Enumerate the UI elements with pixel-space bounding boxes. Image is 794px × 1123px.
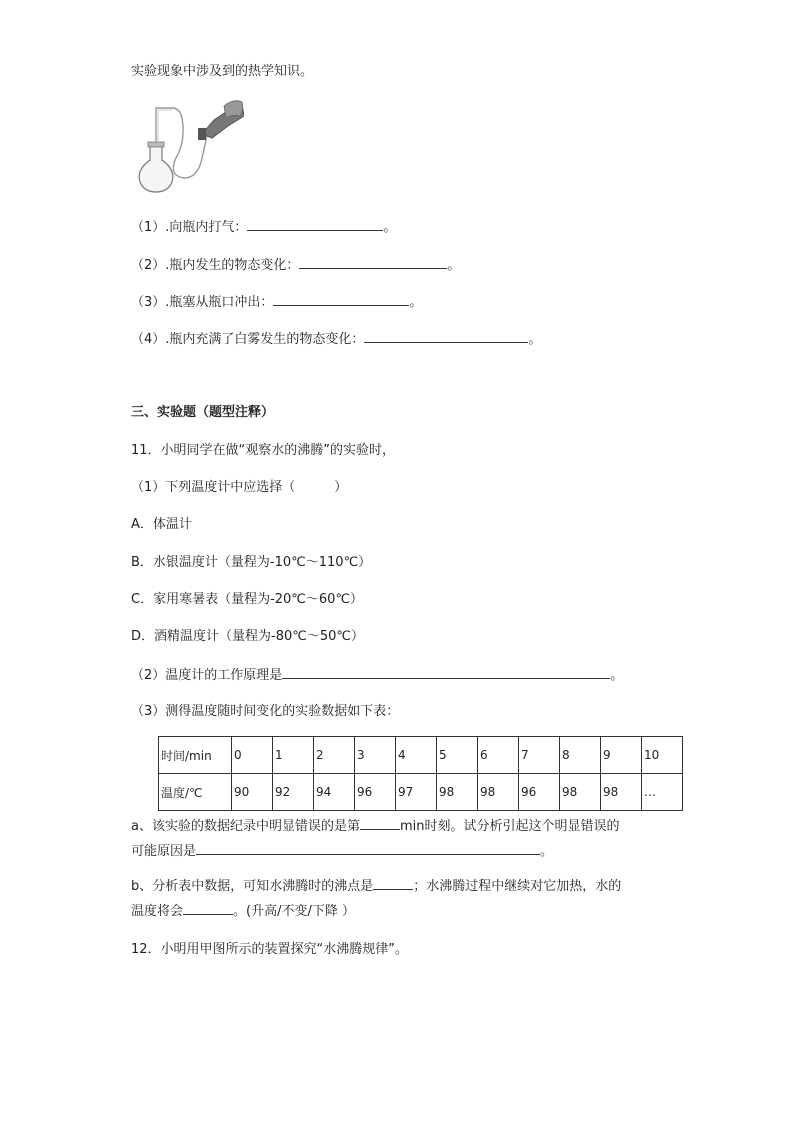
table-cell: … [642, 774, 683, 811]
q11-a-line2: 可能原因是 。 [131, 844, 554, 859]
table-row-time [159, 737, 683, 774]
answer-blank[interactable] [273, 293, 409, 306]
table-cell: 92 [273, 774, 314, 811]
question-part1-3: （3）.瓶塞从瓶口冲出： 。 [131, 295, 423, 310]
question-part1-2: （2）.瓶内发生的物态变化： 。 [131, 258, 461, 273]
option-c: C．家用寒暑表（量程为-20℃～60℃） [131, 592, 364, 607]
table-cell: 8 [560, 737, 601, 774]
table-header-temperature: 温度/℃ [159, 774, 232, 811]
table-cell: 0 [232, 737, 273, 774]
q11-sub3: （3）测得温度随时间变化的实验数据如下表： [131, 704, 400, 719]
section-title: 三、实验题（题型注释） [131, 405, 275, 420]
answer-blank[interactable] [183, 902, 233, 915]
q11-sub1: （1）下列温度计中应选择（ ） [131, 480, 348, 495]
q11-sub2: （2）温度计的工作原理是 。 [131, 668, 624, 683]
q11-a-line1: a、该实验的数据纪录中明显错误的是第 min时刻。试分析引起这个明显错误的 [131, 819, 620, 834]
table-cell: 98 [601, 774, 642, 811]
table-cell: 96 [519, 774, 560, 811]
answer-blank[interactable] [299, 256, 447, 269]
table-cell: 94 [314, 774, 355, 811]
table-header-time: 时间/min [159, 737, 232, 774]
table-cell: 7 [519, 737, 560, 774]
question-part1-4: （4）.瓶内充满了白雾发生的物态变化： 。 [131, 332, 542, 347]
table-cell: 90 [232, 774, 273, 811]
option-b: B．水银温度计（量程为-10℃～110℃） [131, 555, 372, 570]
option-d: D．酒精温度计（量程为-80℃～50℃） [131, 629, 364, 644]
table-cell: 5 [437, 737, 478, 774]
table-cell: 98 [560, 774, 601, 811]
table-cell: 3 [355, 737, 396, 774]
answer-blank[interactable] [373, 877, 413, 890]
answer-blank[interactable] [360, 817, 400, 830]
data-table [158, 736, 683, 811]
option-a: A．体温计 [131, 517, 192, 532]
q11-b-line1: b、分析表中数据，可知水沸腾时的沸点是 ；水沸腾过程中继续对它加热，水的 [131, 879, 622, 894]
table-cell: 10 [642, 737, 683, 774]
table-cell: 98 [437, 774, 478, 811]
table-cell: 1 [273, 737, 314, 774]
q11-stem: 11．小明同学在做“观察水的沸腾”的实验时， [131, 443, 396, 458]
question-part1-1: （1）.向瓶内打气： 。 [131, 220, 397, 235]
table-cell: 6 [478, 737, 519, 774]
answer-blank[interactable] [282, 666, 610, 679]
table-cell: 96 [355, 774, 396, 811]
q12-stem: 12．小明用甲图所示的装置探究“水沸腾规律”。 [131, 942, 409, 957]
q11-b-line2: 温度将会 。(升高/不变/下降 ） [131, 904, 355, 919]
intro-text: 实验现象中涉及到的热学知识。 [131, 64, 314, 79]
answer-blank[interactable] [196, 842, 540, 855]
table-cell: 97 [396, 774, 437, 811]
table-row-temperature [159, 774, 683, 811]
answer-blank[interactable] [247, 218, 383, 231]
table-cell: 9 [601, 737, 642, 774]
table-cell: 98 [478, 774, 519, 811]
table-cell: 2 [314, 737, 355, 774]
answer-blank[interactable] [364, 330, 528, 343]
table-cell: 4 [396, 737, 437, 774]
flask-pump-apparatus-image [132, 98, 244, 194]
